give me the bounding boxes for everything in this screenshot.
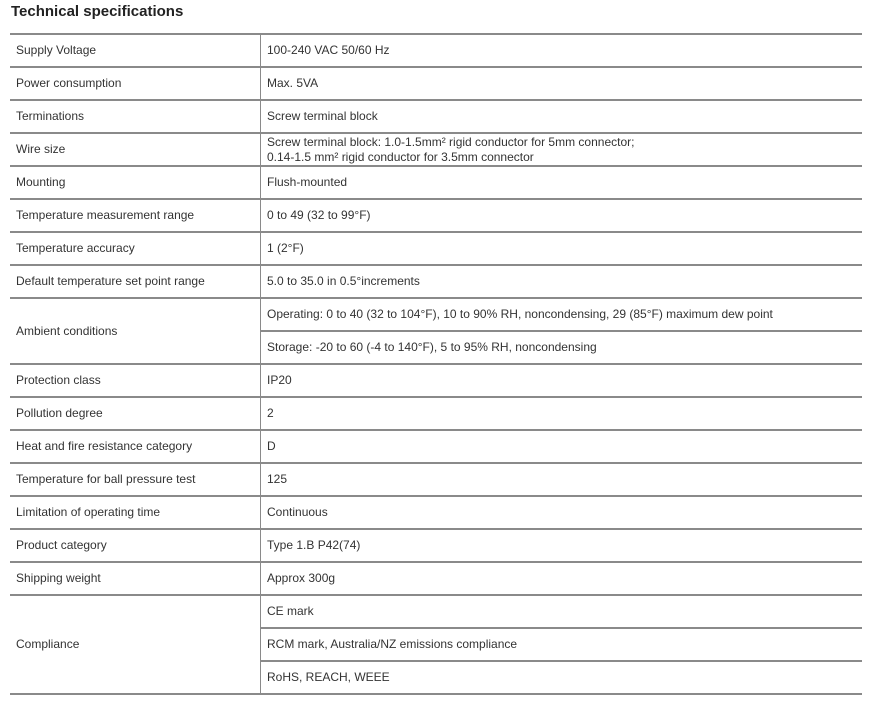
- table-row: [10, 232, 862, 265]
- table-row: [10, 67, 862, 100]
- table-row: [10, 133, 862, 166]
- spec-label: Compliance: [10, 595, 261, 694]
- spec-value: D: [261, 430, 863, 463]
- table-row: [10, 463, 862, 496]
- spec-label: Product category: [10, 529, 261, 562]
- spec-value: Storage: -20 to 60 (-4 to 140°F), 5 to 95% RH, noncondensing: [261, 331, 863, 364]
- spec-value: Approx 300g: [261, 562, 863, 595]
- spec-label: Limitation of operating time: [10, 496, 261, 529]
- spec-label: Supply Voltage: [10, 34, 261, 67]
- table-row: [10, 364, 862, 397]
- spec-label: Default temperature set point range: [10, 265, 261, 298]
- spec-value: RCM mark, Australia/NZ emissions compliance: [261, 628, 863, 661]
- table-row: [10, 562, 862, 595]
- table-row: [10, 430, 862, 463]
- spec-label: Temperature measurement range: [10, 199, 261, 232]
- spec-value: 125: [261, 463, 863, 496]
- spec-label: Pollution degree: [10, 397, 261, 430]
- spec-label: Mounting: [10, 166, 261, 199]
- spec-value: [261, 133, 863, 166]
- spec-value: Flush-mounted: [261, 166, 863, 199]
- spec-value: 5.0 to 35.0 in 0.5°increments: [261, 265, 863, 298]
- spec-value-line: Screw terminal block: 1.0-1.5mm² rigid conductor for 5mm connector;: [267, 134, 635, 149]
- table-row: [10, 595, 862, 628]
- spec-value: CE mark: [261, 595, 863, 628]
- table-row: [10, 529, 862, 562]
- spec-value: 100-240 VAC 50/60 Hz: [261, 34, 863, 67]
- spec-label: Power consumption: [10, 67, 261, 100]
- spec-value: Screw terminal block: [261, 100, 863, 133]
- spec-value: 2: [261, 397, 863, 430]
- table-row: [10, 199, 862, 232]
- spec-value: Type 1.B P42(74): [261, 529, 863, 562]
- spec-value: Max. 5VA: [261, 67, 863, 100]
- table-row: [10, 397, 862, 430]
- spec-label: Heat and fire resistance category: [10, 430, 261, 463]
- spec-value: Continuous: [261, 496, 863, 529]
- spec-label: Temperature accuracy: [10, 232, 261, 265]
- table-row: [10, 298, 862, 331]
- spec-value: RoHS, REACH, WEEE: [261, 661, 863, 694]
- spec-value: 0 to 49 (32 to 99°F): [261, 199, 863, 232]
- spec-value: 1 (2°F): [261, 232, 863, 265]
- table-row: [10, 265, 862, 298]
- spec-label: Wire size: [10, 133, 261, 166]
- spec-label: Ambient conditions: [10, 298, 261, 364]
- section-title: Technical specifications: [11, 3, 184, 20]
- spec-value: Operating: 0 to 40 (32 to 104°F), 10 to 90% RH, noncondensing, 29 (85°F) maximum dew point: [261, 298, 863, 331]
- table-row: [10, 100, 862, 133]
- table-row: [10, 496, 862, 529]
- table-row: [10, 166, 862, 199]
- table-row: [10, 34, 862, 67]
- spec-label: Shipping weight: [10, 562, 261, 595]
- spec-label: Terminations: [10, 100, 261, 133]
- specifications-table: [10, 33, 862, 695]
- spec-value-line: 0.14-1.5 mm² rigid conductor for 3.5mm connector: [267, 149, 534, 164]
- spec-value: IP20: [261, 364, 863, 397]
- spec-label: Temperature for ball pressure test: [10, 463, 261, 496]
- spec-label: Protection class: [10, 364, 261, 397]
